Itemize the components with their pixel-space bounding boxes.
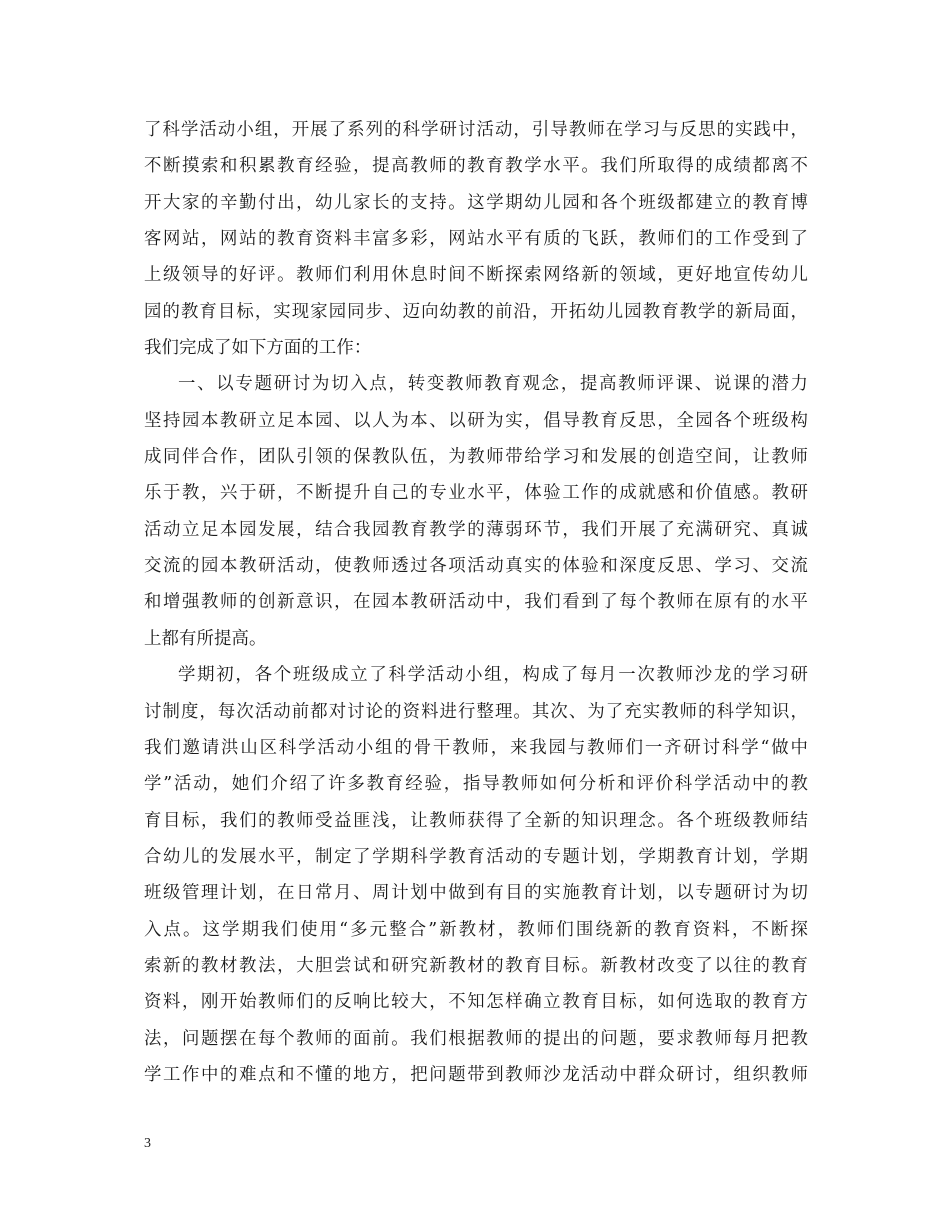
text-line: 不断摸索和积累教育经验，提高教师的教育教学水平。我们所取得的成绩都离不	[144, 156, 808, 177]
text-line: 客网站，网站的教育资料丰富多彩，网站水平有质的飞跃，教师们的工作受到了	[144, 229, 808, 250]
text-line: 了科学活动小组，开展了系列的科学研讨活动，引导教师在学习与反思的实践中，	[144, 120, 808, 140]
text-line: 育目标，我们的教师受益匪浅，让教师获得了全新的知识理念。各个班级教师结	[144, 810, 808, 831]
text-line: 法，问题摆在每个教师的面前。我们根据教师的提出的问题，要求教师每月把教	[144, 1028, 808, 1049]
text-line: 开大家的辛勤付出，幼儿家长的支持。这学期幼儿园和各个班级都建立的教育博	[144, 192, 808, 213]
text-line: 坚持园本教研立足本园、以人为本、以研为实，倡导教育反思，全园各个班级构	[144, 410, 808, 431]
text-line: 园的教育目标，实现家园同步、迈向幼教的前沿，开拓幼儿园教育教学的新局面，	[144, 301, 808, 322]
text-line: 入点。这学期我们使用“多元整合”新教材，教师们围绕新的教育资料，不断探	[144, 919, 808, 940]
text-line: 学工作中的难点和不懂的地方，把问题带到教师沙龙活动中群众研讨，组织教师	[144, 1064, 808, 1085]
text-line: 资料，刚开始教师们的反响比较大，不知怎样确立教育目标，如何选取的教育方	[144, 992, 808, 1013]
text-line: 上都有所提高。	[144, 628, 267, 649]
text-line: 合幼儿的发展水平，制定了学期科学教育活动的专题计划，学期教育计划，学期	[144, 846, 808, 867]
text-line: 讨制度，每次活动前都对讨论的资料进行整理。其次、为了充实教师的科学知识，	[144, 701, 808, 722]
text-line: 乐于教，兴于研，不断提升自己的专业水平，体验工作的成就感和价值感。教研	[144, 483, 808, 504]
text-line: 我们完成了如下方面的工作：	[144, 338, 372, 359]
text-line: 索新的教材教法，大胆尝试和研究新教材的教育目标。新教材改变了以往的教育	[144, 955, 808, 976]
text-line: 我们邀请洪山区科学活动小组的骨干教师，来我园与教师们一齐研讨科学“做中	[144, 737, 808, 758]
text-line: 活动立足本园发展，结合我园教育教学的薄弱环节，我们开展了充满研究、真诚	[144, 519, 808, 540]
text-line: 上级领导的好评。教师们利用休息时间不断探索网络新的领域，更好地宣传幼儿	[144, 265, 808, 286]
text-line: 和增强教师的创新意识，在园本教研活动中，我们看到了每个教师在原有的水平	[144, 592, 808, 613]
text-line: 一、以专题研讨为切入点，转变教师教育观念，提高教师评课、说课的潜力	[178, 374, 808, 395]
text-line: 班级管理计划，在日常月、周计划中做到有目的实施教育计划，以专题研讨为切	[144, 883, 808, 904]
text-line: 学期初，各个班级成立了科学活动小组，构成了每月一次教师沙龙的学习研	[178, 665, 808, 686]
text-line: 学”活动，她们介绍了许多教育经验，指导教师如何分析和评价科学活动中的教	[144, 774, 808, 795]
text-line: 交流的园本教研活动，使教师透过各项活动真实的体验和深度反思、学习、交流	[144, 556, 808, 577]
document-body	[144, 112, 808, 1093]
text-line: 成同伴合作，团队引领的保教队伍，为教师带给学习和发展的创造空间，让教师	[144, 447, 808, 468]
page-number: 3	[144, 1136, 151, 1151]
